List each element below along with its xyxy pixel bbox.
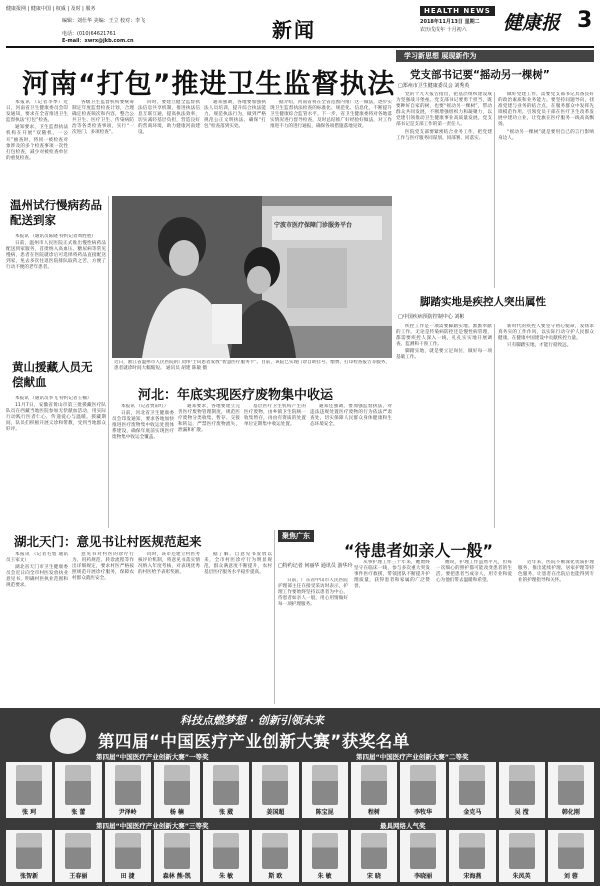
lead-body-4: 通知强调，各地要加强执法人员培训，提升综合执法能力，规范执法行为，做到严格规范公正文明执法，确保“打包”检查落到实处。 bbox=[204, 100, 266, 130]
bottom-left-body-3: 同时，该市还建立村医考核评价机制，将意见书落实情况纳入年度考核，对表现优秀的村医给予表彰奖励。 bbox=[138, 552, 200, 576]
wenzhou-byline: 本报讯 （通讯员陈晓 特约记者周胜胜） bbox=[15, 234, 97, 239]
ribbon-bottom-left: 第四届“中国医疗产业创新大赛”三等奖 bbox=[96, 822, 209, 830]
winner-card bbox=[55, 762, 101, 818]
masthead-rule bbox=[6, 46, 594, 48]
photo-sign: 宁波市医疗保障门诊服务平台 bbox=[274, 222, 353, 229]
hebei-body-3: 基层医疗卫生机构产生的医疗废物，由乡镇卫生院统一收集暂存，再由有资质的处置单位定期集中收运处置。 bbox=[244, 404, 306, 428]
masthead-page-number: 3 bbox=[577, 8, 593, 33]
bottom-left-body-4: 据了解，自意见书发放以来，全市村医诊疗行为明显规范，群众满意度不断提升，农村基层医疗服务水平稳步提高。 bbox=[204, 552, 272, 576]
winner-photo bbox=[65, 765, 91, 805]
winner-name: 朱凤英 bbox=[512, 873, 531, 880]
winner-photo bbox=[115, 765, 141, 805]
winner-card bbox=[203, 762, 249, 818]
feature-body-4: 近年来，医院不断深化优质护理服务，推出延续护理、居家护理等特色服务，让患者在出院后也能得到专业的护理指导和关怀。 bbox=[518, 560, 594, 584]
news-photo bbox=[112, 196, 392, 358]
winners-row-2-cards bbox=[6, 830, 594, 882]
winner-photo bbox=[361, 833, 387, 869]
winner-photo bbox=[115, 833, 141, 869]
sidebar-a-body: 党的十九大报告指出，把基层组织建设成为坚强战斗堡垒。党支部书记要勇于担当，既要种好自家的树，也要“摇动另一棵树”，带动群众共同发展，不断增强组织力和凝聚力，以党建引领推动卫生健康事业高质量发展。党支部书记是支部工作的第一责任人。 医院党支部要紧密结合业务工作，把党建工作与医疗服务同谋划、同部署、同落实。 bbox=[396, 92, 492, 141]
sidebar-b-body-2: 新时代的疾控人要坚守初心使命，发扬求真务实的工作作风，以实际行动守护人民群众健康，在健康中国建设中贡献疾控力量。 只有脚踏实地，才能行稳致远。 bbox=[498, 324, 594, 349]
winner-photo bbox=[16, 765, 42, 805]
winner-photo bbox=[459, 833, 485, 869]
lead-body-3: 同时，要建立健全监督执法信息共享机制，推进执法信息互联互通，提高执法效率，切实减轻基层负担，营造良好的营商环境，助力健康河南建设。 bbox=[138, 100, 200, 136]
winner-card bbox=[449, 762, 495, 818]
huangshan-body: 本报讯 （通讯员李飞 特约记者王楠） 11月7日，安徽省黄山市第三批援藏医疗队队员在西藏当地医院参加无偿献血活动，用实际行动践行医者仁心，传递爱心与温暖。援藏期间，队员们积极开展义诊和带教，受到当地群众好评。 bbox=[6, 396, 106, 433]
lead-byline: 本报讯 （记者李季）近日，河南省卫生健康委员会印发通知，要求在全省推进卫生监督执法“打包”检查。 bbox=[6, 100, 68, 124]
lead-body-1: 本报讯 （记者李季）近日，河南省卫生健康委员会印发通知，要求在全省推进卫生监督执法“打包”检查。 通知要求，卫生监督执法机构在开展“双随机、一公开”抽查时，将同一被检查对象涉及的多个检查事项一次性打包检查，减少对被检查单位的重复检查。 bbox=[6, 100, 68, 161]
winner-name: 张 蕾 bbox=[71, 809, 86, 816]
winner-card bbox=[499, 830, 545, 882]
winner-card bbox=[154, 830, 200, 882]
winner-photo bbox=[213, 833, 239, 869]
banner-title: 第四届“中国医疗产业创新大赛”获奖名单 bbox=[98, 732, 410, 751]
sidebar-a-author: □郑州市卫生健康委员会 刘秀英 bbox=[398, 83, 470, 89]
winner-name: 刘 蓉 bbox=[563, 873, 578, 880]
winner-card bbox=[252, 762, 298, 818]
winner-photo bbox=[558, 765, 584, 805]
feature-author: □特约记者 何丽华 通讯员 游华玲 bbox=[278, 563, 353, 569]
winner-name: 朱 敏 bbox=[317, 873, 332, 880]
winner-card bbox=[400, 762, 446, 818]
winner-photo bbox=[558, 833, 584, 869]
winner-name: 朱 敏 bbox=[219, 873, 234, 880]
wenzhou-headline: 温州试行慢病药品配送到家 bbox=[10, 198, 102, 227]
winner-photo bbox=[361, 765, 387, 805]
masthead-logo: 健康报 bbox=[503, 12, 561, 34]
winner-card bbox=[449, 830, 495, 882]
sidebar-topic: 学习新思想 展现新作为 bbox=[404, 52, 477, 60]
winner-card bbox=[203, 830, 249, 882]
winner-name: 金克马 bbox=[463, 809, 482, 816]
feature-body-3: 她说，护理工作虽然平凡，但每一次细心的照护都可能改变患者的生活。要把患者当成亲人，用专业和爱心为他们带去温暖和希望。 bbox=[436, 560, 512, 584]
lead-headline: 河南“打包”推进卫生监督执法 bbox=[22, 69, 396, 100]
feature-headline: “待患者如亲人一般” bbox=[344, 541, 494, 560]
winner-photo bbox=[164, 765, 190, 805]
feature-body-1: 日前，广东省中山市人民医院护理部主任在接受采访时表示，护理工作要始终坚持以患者为中心，待患者如亲人一般，用心用情做好每一项护理服务。 bbox=[278, 578, 348, 608]
winner-name: 宋海燕 bbox=[463, 873, 482, 880]
lead-body-5: 据介绍，河南省将在全省范围内推广这一做法，逐步实现卫生监督执法检查的标准化、规范化、信息化，不断提升卫生健康综合监管水平。下一步，省卫生健康委将对各地落实情况进行督导检查，及时总结推广好经验好做法，对工作推进不力的进行通报，确保各项措施落地见效。 bbox=[270, 100, 392, 130]
masthead-date: 2018年11月13日 星期二 bbox=[420, 19, 480, 25]
winner-name: 陈宝昆 bbox=[315, 809, 334, 816]
banner-slogan: 科技点燃梦想 · 创新引领未来 bbox=[180, 714, 324, 727]
bottom-left-headline: 湖北天门：意见书让村医规范起来 bbox=[14, 534, 202, 549]
winner-photo bbox=[410, 765, 436, 805]
huangshan-byline: 本报讯 （通讯员李飞 特约记者王楠） bbox=[15, 396, 92, 401]
bottom-left-byline: 本报讯 （记者毛旭 通讯员王家文） bbox=[6, 552, 68, 564]
winner-name: 程树 bbox=[367, 809, 380, 816]
winner-photo bbox=[164, 833, 190, 869]
winner-photo bbox=[213, 765, 239, 805]
photo-caption bbox=[114, 360, 390, 380]
winner-card bbox=[252, 830, 298, 882]
winner-name: 田 捷 bbox=[120, 873, 135, 880]
winner-card bbox=[302, 762, 348, 818]
masthead-editor-line: 编辑：刘仕华 美编：王立 校对：李飞 bbox=[62, 18, 146, 24]
masthead-site: 健康报网 | 健康中国 | 权威 | 及时 | 服务 bbox=[6, 6, 96, 12]
masthead-email: E-mail：xwrx@jkb.com.cn bbox=[62, 38, 134, 44]
winner-photo bbox=[312, 765, 338, 805]
lead-body-2: 各级卫生监督机构要统筹制定年度监督检查计划，合理确定检查频次和内容，整合公共卫生、医疗卫生、传染病防治等各类检查事项，实行“一次进门、多项检查”。 bbox=[72, 100, 134, 136]
masthead-phone: 电话：(010)64621761 bbox=[62, 31, 116, 37]
winner-card bbox=[351, 830, 397, 882]
winner-card bbox=[302, 830, 348, 882]
sidebar-b-headline: 脚踏实地是疾控人突出属性 bbox=[420, 296, 546, 308]
winner-name: 张智新 bbox=[20, 873, 39, 880]
masthead-tag: HEALTH NEWS bbox=[420, 6, 495, 16]
winner-card bbox=[400, 830, 446, 882]
winner-card bbox=[499, 762, 545, 818]
masthead-lunar: 农历戊戌年 十月初六 bbox=[420, 27, 467, 33]
winner-card bbox=[55, 830, 101, 882]
ribbon-left: 第四届“中国医疗产业创新大赛”一等奖 bbox=[96, 753, 209, 761]
photo-credit: 通讯员 胡建 陈敏 摄 bbox=[166, 366, 208, 372]
winner-card bbox=[548, 830, 594, 882]
winner-name: 斯 欧 bbox=[268, 873, 283, 880]
sidebar-b-author: □中国疾病预防控制中心 刘彬 bbox=[398, 314, 465, 320]
winner-card bbox=[6, 762, 52, 818]
winner-name: 尹泽岭 bbox=[118, 809, 137, 816]
winner-name: 李晓丽 bbox=[414, 873, 433, 880]
winner-photo bbox=[509, 765, 535, 805]
bottom-left-body-1: 本报讯 （记者毛旭 通讯员王家文） 湖北省天门市卫生健康委员会近日向全市村医发放执业意见书，明确村医执业范围和规范要求。 bbox=[6, 552, 68, 589]
winner-photo bbox=[262, 765, 288, 805]
winner-name: 吴 滢 bbox=[514, 809, 529, 816]
hebei-headline: 河北：年底实现医疗废物集中收运 bbox=[138, 388, 334, 403]
winner-photo bbox=[509, 833, 535, 869]
ribbon-right: 第四届“中国医疗产业创新大赛”二等奖 bbox=[356, 753, 469, 761]
feature-body-2: 从事护理工作三十年来，她始终坚守在临床一线，参与多次重大突发事件医疗救援，带领团队不断提升护理质量，获得患者和家属的广泛赞誉。 bbox=[354, 560, 430, 590]
winner-name: 姜国超 bbox=[266, 809, 285, 816]
winner-photo bbox=[65, 833, 91, 869]
winner-name: 杨 楠 bbox=[169, 809, 184, 816]
winner-photo bbox=[312, 833, 338, 869]
winner-card bbox=[105, 762, 151, 818]
hebei-body-2: 通知要求，各地要建立完善医疗废物管理制度，规范医疗废物分类收集、暂存、交接和转运，严禁医疗废物流失、泄漏和扩散。 bbox=[178, 404, 240, 434]
hebei-byline: 本报讯 （记者贾彩红） bbox=[121, 404, 169, 409]
winner-card bbox=[548, 762, 594, 818]
feature-badge: 聚焦广东 bbox=[278, 530, 314, 542]
winners-row-1-cards bbox=[6, 762, 594, 818]
winner-card bbox=[105, 830, 151, 882]
winner-name: 李牧华 bbox=[414, 809, 433, 816]
wenzhou-body: 本报讯 （通讯员陈晓 特约记者周胜胜） 日前，温州市人民医院正式推出慢性病药品配送到家服务，首批纳入高血压、糖尿病等常见慢病，患者在医院就诊后可选择将药品直接配送到家，免去多次往返医院排队取药之苦，方便了行动不便的老年患者。 bbox=[6, 234, 106, 271]
sidebar-a-body-2: 做好党建工作，需要党支部书记具备良好的政治素质和业务能力。要坚持问题导向，找准党建与业务的结合点，在服务群众中发挥先锋模范作用，引领党员干部在医疗卫生改革发展中建功立业，让党旗在医疗服务一线高高飘扬。 “摇动另一棵树”就是要用自己的言行影响身边人。 bbox=[498, 92, 594, 141]
winner-name: 张 葳 bbox=[219, 809, 234, 816]
winner-name: 张 珂 bbox=[22, 809, 37, 816]
winner-name: 森林 熊·凯 bbox=[162, 873, 192, 880]
hebei-body-1: 本报讯 （记者贾彩红） 日前，河北省卫生健康委员会印发通知，要求各地加快推进医疗废物集中收运处置体系建设，确保年底前实现医疗废物集中收运全覆盖。 bbox=[112, 404, 174, 441]
ribbon-bottom-right: 最具网络人气奖 bbox=[380, 822, 426, 830]
photo-caption-text: 近日，浙江省温州市人民医院的门诊护士向患者发放“智慧医疗服务卡”。目前，该院已实现门诊自助挂号、缴费、打印检查报告等服务，患者就诊时间大幅缩短。 bbox=[114, 360, 390, 372]
huangshan-headline: 黄山援藏人员无偿献血 bbox=[12, 360, 93, 389]
winner-card bbox=[154, 762, 200, 818]
winner-card bbox=[6, 830, 52, 882]
winner-photo bbox=[16, 833, 42, 869]
winner-photo bbox=[410, 833, 436, 869]
winner-name: 王春丽 bbox=[69, 873, 88, 880]
hebei-body-4: 通知还强调，要加强监督执法，对违法违规处置医疗废物的行为依法严肃查处，切实保障人民群众身体健康和生态环境安全。 bbox=[310, 404, 392, 428]
winner-photo bbox=[262, 833, 288, 869]
winner-name: 韩化刚 bbox=[561, 809, 580, 816]
masthead-section: 新闻 bbox=[272, 18, 316, 42]
banner-logo-circle bbox=[50, 718, 86, 754]
sidebar-a-headline: 党支部书记要“摇动另一棵树” bbox=[410, 69, 550, 81]
bottom-left-body-2: 意见书对村医的诊疗行为、用药规范、转诊流程等作出详细规定，要求村医严格按照规范开展诊疗服务，保障农村群众就医安全。 bbox=[72, 552, 134, 582]
winner-photo bbox=[459, 765, 485, 805]
winner-name: 宋 晓 bbox=[366, 873, 381, 880]
winner-card bbox=[351, 762, 397, 818]
sidebar-b-body-1: 疾控工作是一项需要脚踏实地、默默奉献的工作。无论是传染病防控还是慢性病管理，都需要疾控人深入一线，扎扎实实地开展调查、监测和干预工作。 脚踏实地，就是要立足岗位，做好每一项基础工作。 bbox=[396, 324, 492, 361]
